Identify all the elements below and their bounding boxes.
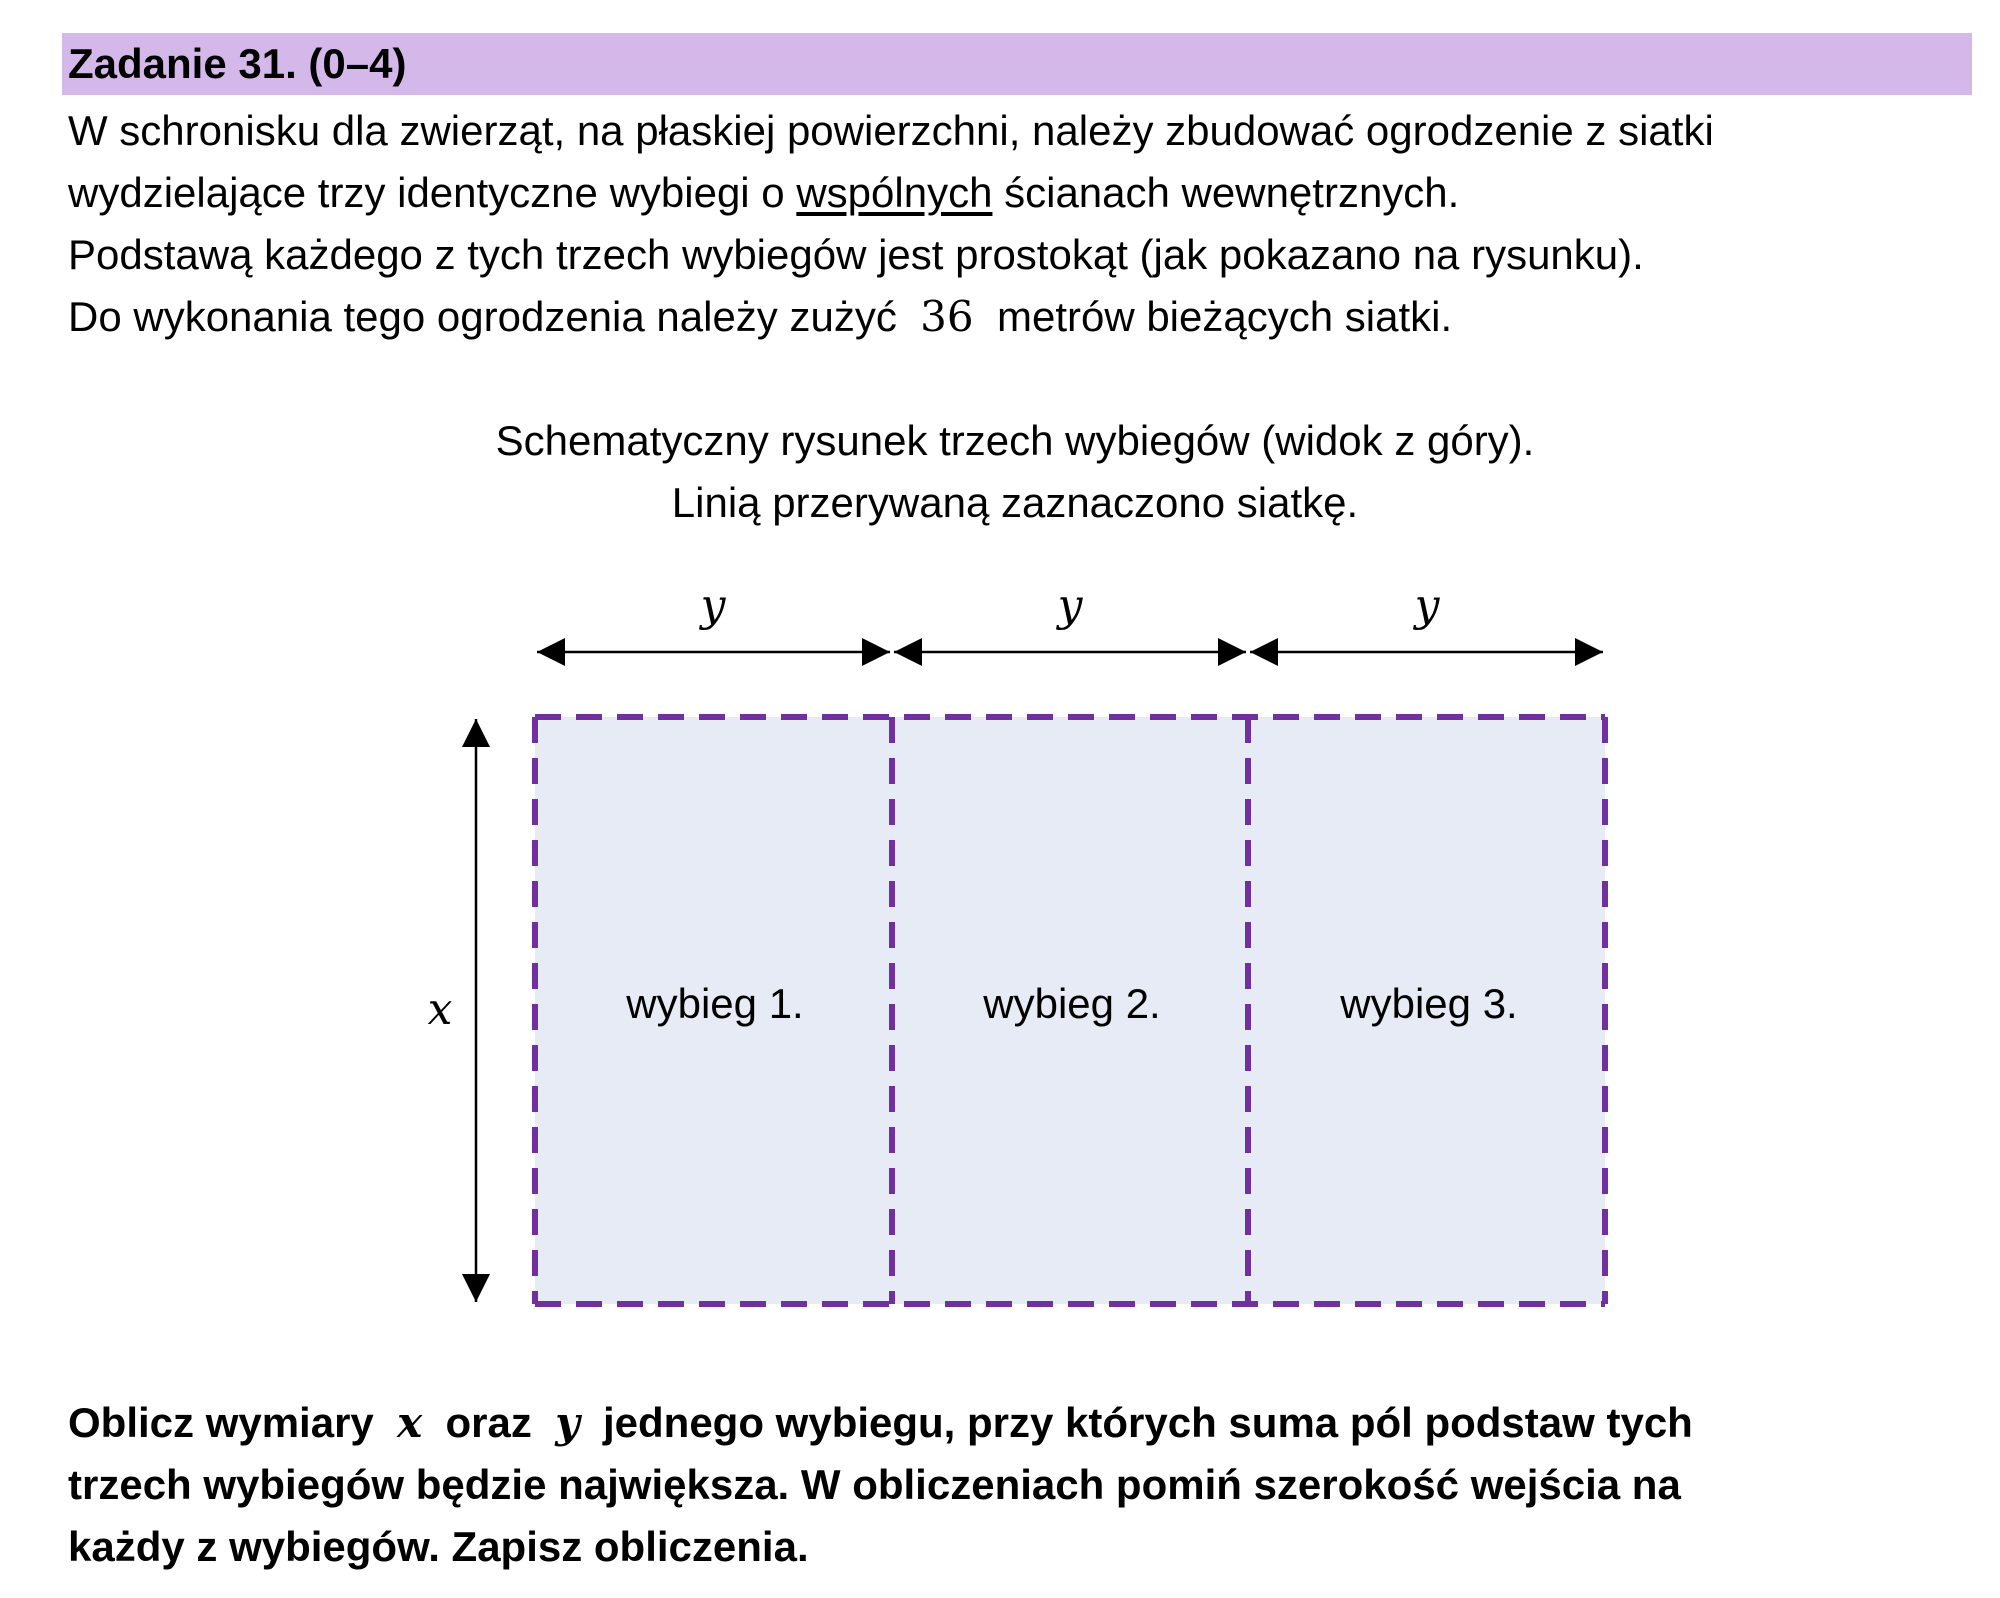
pen-label-1: wybieg 1. — [626, 980, 804, 1027]
variable-x: x — [397, 1398, 423, 1447]
label-x: x — [427, 984, 453, 1035]
label-y-3: y — [1414, 580, 1440, 631]
intro-line-2-start: wydzielające trzy identyczne wybiegi o — [68, 169, 797, 216]
intro-line-3: Podstawą każdego z tych trzech wybiegów jest prostokąt (jak pokazano na rysunku). — [68, 231, 1644, 278]
task-instruction — [68, 1392, 1693, 1578]
caption-line-1: Schematyczny rysunek trzech wybiegów (widok z góry). — [495, 417, 1535, 464]
label-y-1: y — [700, 580, 726, 631]
task-title: Zadanie 31. (0–4) — [68, 40, 407, 87]
task-line-1 — [68, 1392, 1693, 1454]
task-line-2: trzech wybiegów będzie największa. W obliczeniach pomiń szerokość wejścia na — [68, 1461, 1681, 1508]
label-y-2: y — [1057, 580, 1083, 631]
fence-length-number: 36 — [920, 292, 974, 341]
pen-label-3: wybieg 3. — [1340, 980, 1518, 1027]
caption-line-2: Linią przerywaną zaznaczono siatkę. — [671, 479, 1359, 526]
intro-line-4-end: metrów bieżących siatki. — [996, 293, 1453, 340]
task-line-1-end: jednego wybiegu, przy których suma pól podstaw tych — [602, 1399, 1693, 1446]
task-line-1-start: Oblicz wymiary — [68, 1399, 374, 1446]
pen-label-2: wybieg 2. — [983, 980, 1161, 1027]
underlined-word: wspólnych — [796, 169, 993, 216]
task-line-1-and: oraz — [445, 1399, 532, 1446]
intro-line-1: W schronisku dla zwierząt, na płaskiej powierzchni, należy zbudować ogrodzenie z siatki — [68, 107, 1714, 154]
variable-y: y — [555, 1398, 580, 1447]
task-line-3: każdy z wybiegów. Zapisz obliczenia. — [68, 1523, 809, 1570]
intro-line-2-end: ścianach wewnętrznych. — [992, 169, 1460, 216]
intro-line-4-start: Do wykonania tego ogrodzenia należy zużyć — [68, 293, 897, 340]
